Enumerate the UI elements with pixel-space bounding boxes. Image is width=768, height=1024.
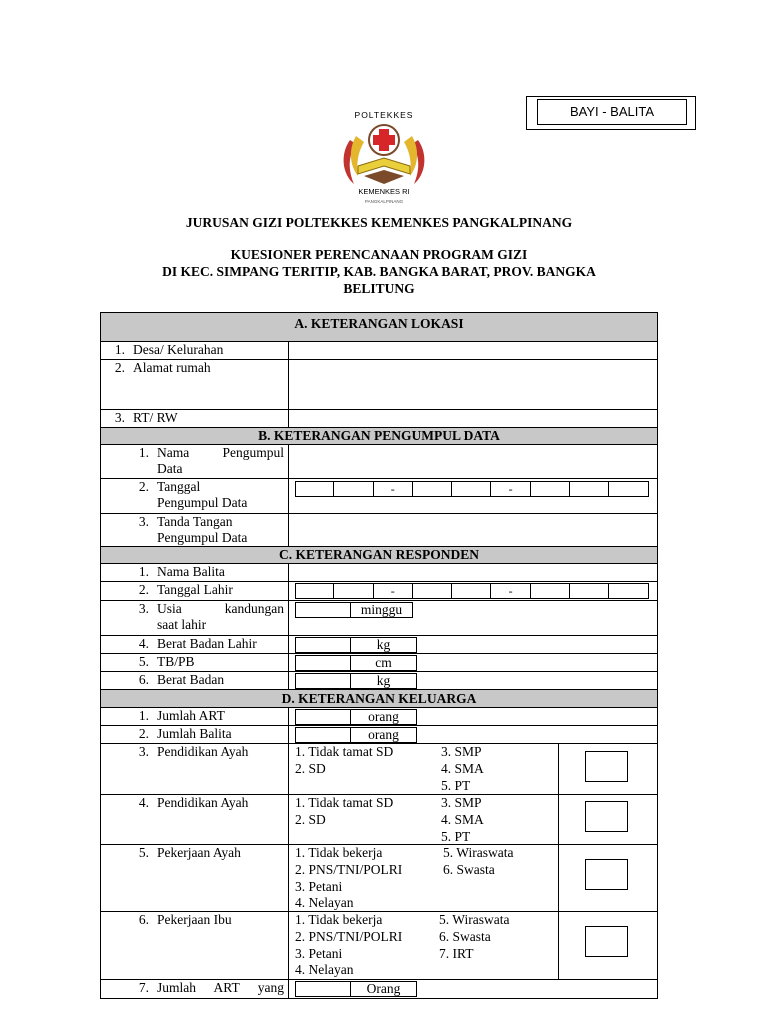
section-b-header: B. KETERANGAN PENGUMPUL DATA (101, 428, 657, 445)
field-label: Desa/ Kelurahan (133, 342, 224, 357)
pendidikan-ayah-2-answer-box[interactable] (585, 801, 628, 832)
berat-badan-input[interactable] (295, 673, 351, 689)
unit-label: orang (351, 727, 417, 743)
field-label: RT/ RW (133, 410, 178, 425)
form-type-label: BAYI - BALITA (537, 99, 687, 125)
unit-label: minggu (351, 602, 413, 618)
form-type-badge (526, 96, 696, 130)
pekerjaan-ibu-answer-box[interactable] (585, 926, 628, 957)
jumlah-art-input[interactable] (295, 709, 351, 725)
institution-title: JURUSAN GIZI POLTEKKES KEMENKES PANGKALPINANG (185, 215, 573, 230)
pekerjaan-ayah-options: 1. Tidak bekerja 2. PNS/TNI/POLRI 3. Petani 4. Nelayan 5. Wiraswata 6. Swasta (289, 845, 559, 911)
tanggal-lahir-input[interactable]: - - (289, 582, 657, 600)
field-usia-kandungan: 3. Usia kandungan saat lahir minggu (101, 601, 657, 636)
unit-label: orang (351, 709, 417, 725)
field-berat-badan: 6. Berat Badan kg (101, 672, 657, 690)
field-alamat: 2. Alamat rumah (101, 360, 657, 410)
field-tanggal-pengumpul: 2. Tanggal Pengumpul Data - - (101, 479, 657, 514)
tb-pb-input[interactable] (295, 655, 351, 671)
logo-top-text: POLTEKKES (354, 110, 414, 120)
pekerjaan-ibu-options: 1. Tidak bekerja 2. PNS/TNI/POLRI 3. Petani 4. Nelayan 5. Wiraswata 6. Swasta 7. IRT (289, 912, 559, 979)
unit-label: kg (351, 673, 417, 689)
field-desa: 1. Desa/ Kelurahan (101, 342, 657, 360)
logo-sub-text: PANGKALPINANG (364, 199, 404, 204)
jumlah-balita-input[interactable] (295, 727, 351, 743)
field-pekerjaan-ibu: 6. Pekerjaan Ibu 1. Tidak bekerja 2. PNS/TNI/POLRI 3. Petani 4. Nelayan 5. Wiraswata 6. Swasta 7. IRT (101, 912, 657, 980)
berat-lahir-input[interactable] (295, 637, 351, 653)
section-c-header: C. KETERANGAN RESPONDEN (101, 547, 657, 564)
alamat-input[interactable] (289, 360, 657, 409)
nama-pengumpul-input[interactable] (289, 445, 657, 478)
location-title-cont: BELITUNG (343, 281, 415, 296)
pekerjaan-ayah-answer-box[interactable] (585, 859, 628, 890)
field-jumlah-art-yang: 7. Jumlah ART yang Orang (101, 980, 657, 998)
jumlah-art-yang-input[interactable] (295, 981, 351, 997)
unit-label: Orang (351, 981, 417, 997)
location-title: DI KEC. SIMPANG TERITIP, KAB. BANGKA BARAT, PROV. BANGKA (162, 264, 596, 279)
field-tb-pb: 5. TB/PB cm (101, 654, 657, 672)
poltekkes-logo (336, 104, 432, 206)
unit-label: kg (351, 637, 417, 653)
rt-rw-input[interactable] (289, 410, 657, 427)
section-a-header: A. KETERANGAN LOKASI (101, 313, 657, 342)
nama-balita-input[interactable] (289, 564, 657, 581)
tanda-tangan-input[interactable] (289, 514, 657, 546)
field-label: Alamat rumah (133, 360, 211, 375)
desa-input[interactable] (289, 342, 657, 359)
questionnaire-title: KUESIONER PERENCANAAN PROGRAM GIZI (230, 247, 528, 262)
field-pendidikan-ayah-2: 4. Pendidikan Ayah 1. Tidak tamat SD 2. SD 3. SMP 4. SMA 5. PT (101, 795, 657, 845)
logo-bottom-text: KEMENKES RI (358, 187, 410, 196)
field-tanggal-lahir: 2. Tanggal Lahir - - (101, 582, 657, 601)
field-pendidikan-ayah: 3. Pendidikan Ayah 1. Tidak tamat SD 2. SD 3. SMP 4. SMA 5. PT (101, 744, 657, 795)
field-rt-rw: 3. RT/ RW (101, 410, 657, 428)
field-nama-pengumpul: 1. Nama Pengumpul Data (101, 445, 657, 479)
section-d-header: D. KETERANGAN KELUARGA (101, 690, 657, 708)
questionnaire-form (100, 312, 658, 999)
field-tanda-tangan: 3. Tanda Tangan Pengumpul Data (101, 514, 657, 547)
field-jumlah-art: 1. Jumlah ART orang (101, 708, 657, 726)
field-jumlah-balita: 2. Jumlah Balita orang (101, 726, 657, 744)
pendidikan-ayah-options: 1. Tidak tamat SD 2. SD 3. SMP 4. SMA 5. PT (289, 744, 559, 794)
unit-label: cm (351, 655, 417, 671)
field-pekerjaan-ayah: 5. Pekerjaan Ayah 1. Tidak bekerja 2. PNS/TNI/POLRI 3. Petani 4. Nelayan 5. Wiraswata 6. Swasta (101, 845, 657, 912)
field-nama-balita: 1. Nama Balita (101, 564, 657, 582)
pendidikan-ayah-2-options: 1. Tidak tamat SD 2. SD 3. SMP 4. SMA 5. PT (289, 795, 559, 844)
usia-kandungan-input[interactable] (295, 602, 351, 618)
field-berat-lahir: 4. Berat Badan Lahir kg (101, 636, 657, 654)
tanggal-pengumpul-input[interactable]: - - (289, 479, 657, 513)
pendidikan-ayah-answer-box[interactable] (585, 751, 628, 782)
